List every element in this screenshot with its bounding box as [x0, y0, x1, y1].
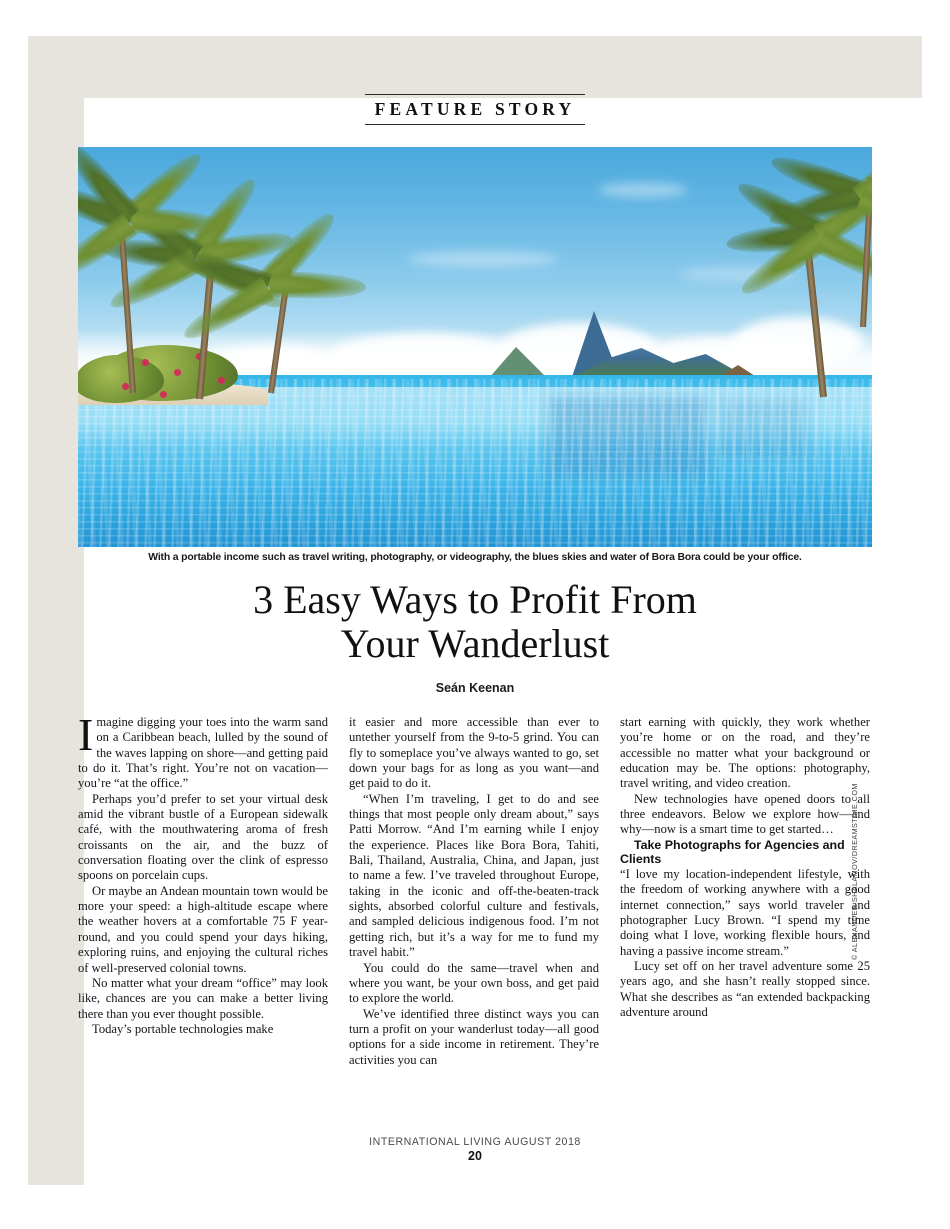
- footer-publication: INTERNATIONAL LIVING AUGUST 2018: [369, 1136, 581, 1148]
- flower-blossom: [218, 377, 225, 384]
- headline-line-1: 3 Easy Ways to Profit From: [253, 577, 697, 622]
- flower-blossom: [174, 369, 181, 376]
- hero-photo: [78, 147, 872, 547]
- paragraph: it easier and more accessible than ever to untether yourself from the 9-to-5 grind. You can fly to someplace you’ve always wanted to go, set down your bags for as long as you want—and get paid to do it.: [349, 715, 599, 791]
- paragraph: You could do the same—travel when and where you want, be your own boss, and get paid to explore the world.: [349, 960, 599, 1006]
- paragraph: No matter what your dream “office” may look like, chances are you can make a better living there than you ever thought possible.: [78, 975, 328, 1021]
- paragraph: New technologies have opened doors to all three endeavors. Below we explore how—and why—now is a smart time to get started…: [620, 791, 870, 837]
- photo-credit: © ALEXANDER SHALAMOV/DREAMSTIME.COM: [850, 783, 859, 960]
- paragraph: Lucy set off on her travel adventure some 25 years ago, and she hasn’t really stopped since. What she describes as “an extended backpacking adventure around: [620, 959, 870, 1020]
- article-headline: [78, 578, 872, 666]
- water-ripples-horizontal: [78, 395, 872, 547]
- flower-blossom: [142, 359, 149, 366]
- cloud-wisp: [408, 251, 558, 267]
- body-column-3: [620, 715, 870, 1105]
- paragraph: Or maybe an Andean mountain town would be more your speed: a high-altitude escape where the weather hovers at a comfortable 75 F year-round, and you could spend your days hiking, exploring ruins, and enjoying the cultural riches of well-preserved colonial towns.: [78, 883, 328, 975]
- cloud-puff: [733, 317, 863, 367]
- page-footer: [78, 1136, 872, 1163]
- paragraph: “I love my location-independent lifestyle, with the freedom of working anywhere with a good internet connection,” says world traveler and photographer Lucy Brown. “I spend my time doing what I love, working flexible hours, and having a passive income stream.”: [620, 866, 870, 958]
- flower-blossom: [160, 391, 167, 398]
- body-column-1: [78, 709, 328, 1105]
- article-byline: Seán Keenan: [435, 681, 515, 695]
- footer-page-number: 20: [468, 1149, 482, 1163]
- paragraph: [78, 709, 328, 792]
- page-content: [78, 80, 872, 1185]
- drop-cap: I: [78, 709, 94, 760]
- paragraph-text: magine digging your toes into the warm sand on a Caribbean beach, lulled by the sound of the waves lapping on shore—and getting paid to do it. That’s right. You’re not on vacation—you’re “at the office.”: [78, 715, 328, 791]
- kicker-container: [78, 94, 872, 125]
- cloud-wisp: [598, 183, 688, 197]
- body-column-2: [349, 715, 599, 1105]
- photo-caption: With a portable income such as travel writing, photography, or videography, the blues skies and water of Bora Bora could be your office.: [148, 552, 802, 563]
- section-kicker: FEATURE STORY: [365, 94, 586, 125]
- paragraph: “When I’m traveling, I get to do and see things that most people only dream about,” says Patti Morrow. “And I’m earning while I enjoy the experience. Places like Bora Bora, Tahiti, Bali, Thailand, Australia, China, and Japan, just to name a few. I’ve traveled throughout Europe, taking in the iconic and off-the-beaten-track sights, absorbed colorful culture and festivals, and sampled delicious indigenous food. I’m not getting rich, but it’s a way for me to fund my travel habit.”: [349, 791, 599, 960]
- paragraph: start earning with quickly, they work whether you’re home or on the road, and they’re accessible no matter what your background or education may be. The options: photography, travel writing, and video creation.: [620, 715, 870, 791]
- body-columns: [78, 709, 872, 1105]
- paragraph: Today’s portable technologies make: [92, 1021, 274, 1036]
- paragraph: Perhaps you’d prefer to set your virtual desk amid the vibrant bustle of a European sidewalk café, with the mouthwatering aroma of fresh croissants on the air, and the buzz of conversation floating over the clink of espresso spoons on porcelain cups.: [78, 791, 328, 883]
- flower-blossom: [122, 383, 129, 390]
- section-subhead: Take Photographs for Agencies and Clients: [620, 837, 845, 867]
- headline-line-2: Your Wanderlust: [340, 621, 610, 666]
- paragraph: We’ve identified three distinct ways you can turn a profit on your wanderlust today—all good options for a side income in retirement. They’re activities you can: [349, 1006, 599, 1067]
